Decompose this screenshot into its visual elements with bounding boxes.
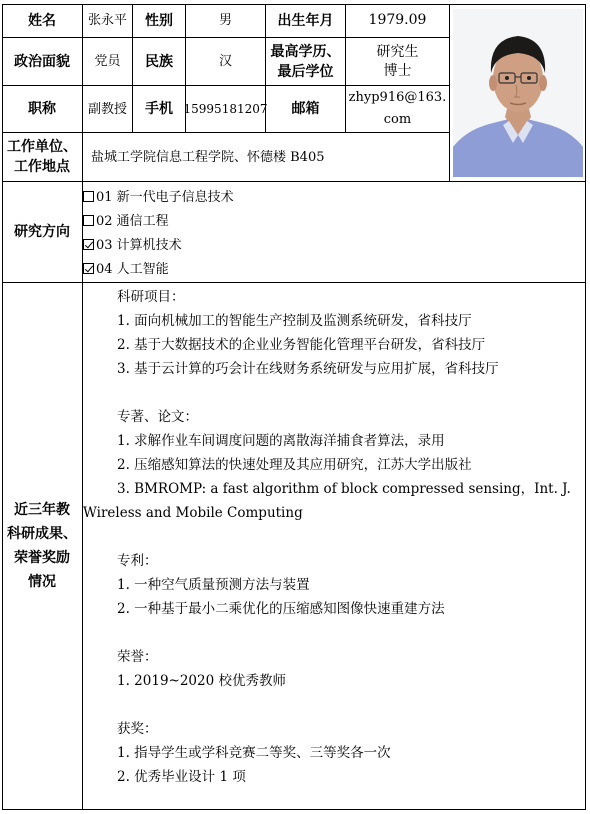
achievements-label-line: 近三年教 <box>14 502 70 518</box>
checkbox-icon[interactable] <box>83 215 94 226</box>
achievements-label-line: 科研成果、 <box>7 526 77 542</box>
birth-label: 出生年月 <box>266 4 346 38</box>
birth-value: 1979.09 <box>346 4 450 38</box>
gender-value: 男 <box>186 4 266 38</box>
checkbox-icon[interactable] <box>83 191 94 202</box>
research-label: 研究方向 <box>2 182 83 283</box>
phone-value: 15995181207 <box>186 86 266 133</box>
education-label-line2: 最后学位 <box>277 63 334 80</box>
education-value-line1: 研究生 <box>376 43 419 60</box>
gender-label: 性别 <box>133 4 186 38</box>
name-label: 姓名 <box>2 4 83 38</box>
honors-title: 荣誉： <box>117 649 158 665</box>
patents-title: 专利： <box>117 553 158 569</box>
ethnic-value: 汉 <box>186 38 266 86</box>
paper-item: 1. 求解作业车间调度问题的离散海洋捕食者算法，录用 <box>117 433 445 449</box>
paper-item-continuation: Wireless and Mobile Computing <box>83 505 303 521</box>
spacer <box>87 525 585 549</box>
phone-label: 手机 <box>133 86 186 133</box>
paper-item: 2. 压缩感知算法的快速处理及其应用研究，江苏大学出版社 <box>117 457 472 473</box>
name-value: 张永平 <box>83 4 133 38</box>
projects-title: 科研项目： <box>117 289 185 305</box>
email-value-line2: com <box>383 112 412 127</box>
achievements-content <box>83 283 586 810</box>
awards-title: 获奖： <box>117 721 158 737</box>
politics-label: 政治面貌 <box>2 38 83 86</box>
award-item: 2. 优秀毕业设计 1 项 <box>117 769 246 785</box>
research-option[interactable] <box>83 210 585 234</box>
education-label <box>266 38 346 86</box>
education-label-line1: 最高学历、 <box>270 43 341 60</box>
research-option[interactable] <box>83 234 585 258</box>
email-label: 邮箱 <box>266 86 346 133</box>
spacer <box>87 621 585 645</box>
research-option[interactable] <box>83 258 585 282</box>
project-item: 3. 基于云计算的巧会计在线财务系统研发与应用扩展，省科技厅 <box>117 361 499 377</box>
research-option-label: 04 人工智能 <box>96 262 169 277</box>
papers-title: 专著、论文： <box>117 409 198 425</box>
photo-cell <box>450 4 586 182</box>
ethnic-label: 民族 <box>133 38 186 86</box>
title-value: 副教授 <box>83 86 133 133</box>
research-option-label: 02 通信工程 <box>96 214 169 229</box>
research-option-label: 01 新一代电子信息技术 <box>96 190 234 205</box>
unit-label-line2: 工作地点 <box>14 159 70 175</box>
politics-value: 党员 <box>83 38 133 86</box>
award-item: 1. 指导学生或学科竞赛二等奖、三等奖各一次 <box>117 745 391 761</box>
unit-value: 盐城工学院信息工程学院、怀德楼 B405 <box>83 133 450 182</box>
education-value-line2: 博士 <box>383 62 412 79</box>
checked-checkbox-icon[interactable] <box>83 239 94 250</box>
paper-item: 3. BMROMP: a fast algorithm of block compressed sensing，Int. J. <box>117 481 571 497</box>
unit-label <box>2 133 83 182</box>
checked-checkbox-icon[interactable] <box>83 263 94 274</box>
research-option[interactable] <box>83 186 585 210</box>
spacer <box>87 693 585 717</box>
patent-item: 1. 一种空气质量预测方法与装置 <box>117 577 310 593</box>
portrait-photo <box>453 9 583 177</box>
research-options <box>83 182 586 283</box>
research-option-label: 03 计算机技术 <box>96 238 182 253</box>
email-value-line1: zhyp916@163. <box>348 90 447 105</box>
achievements-label-line: 荣誉奖励 <box>14 550 70 566</box>
patent-item: 2. 一种基于最小二乘优化的压缩感知图像快速重建方法 <box>117 601 445 617</box>
project-item: 1. 面向机械加工的智能生产控制及监测系统研发，省科技厅 <box>117 313 472 329</box>
title-label: 职称 <box>2 86 83 133</box>
education-value <box>346 38 450 86</box>
achievements-label-line: 情况 <box>28 574 56 590</box>
honor-item: 1. 2019~2020 校优秀教师 <box>117 673 286 689</box>
project-item: 2. 基于大数据技术的企业业务智能化管理平台研发，省科技厅 <box>117 337 486 353</box>
achievements-label <box>2 283 83 810</box>
spacer <box>87 381 585 405</box>
unit-label-line1: 工作单位、 <box>7 139 77 155</box>
email-value <box>346 86 450 133</box>
